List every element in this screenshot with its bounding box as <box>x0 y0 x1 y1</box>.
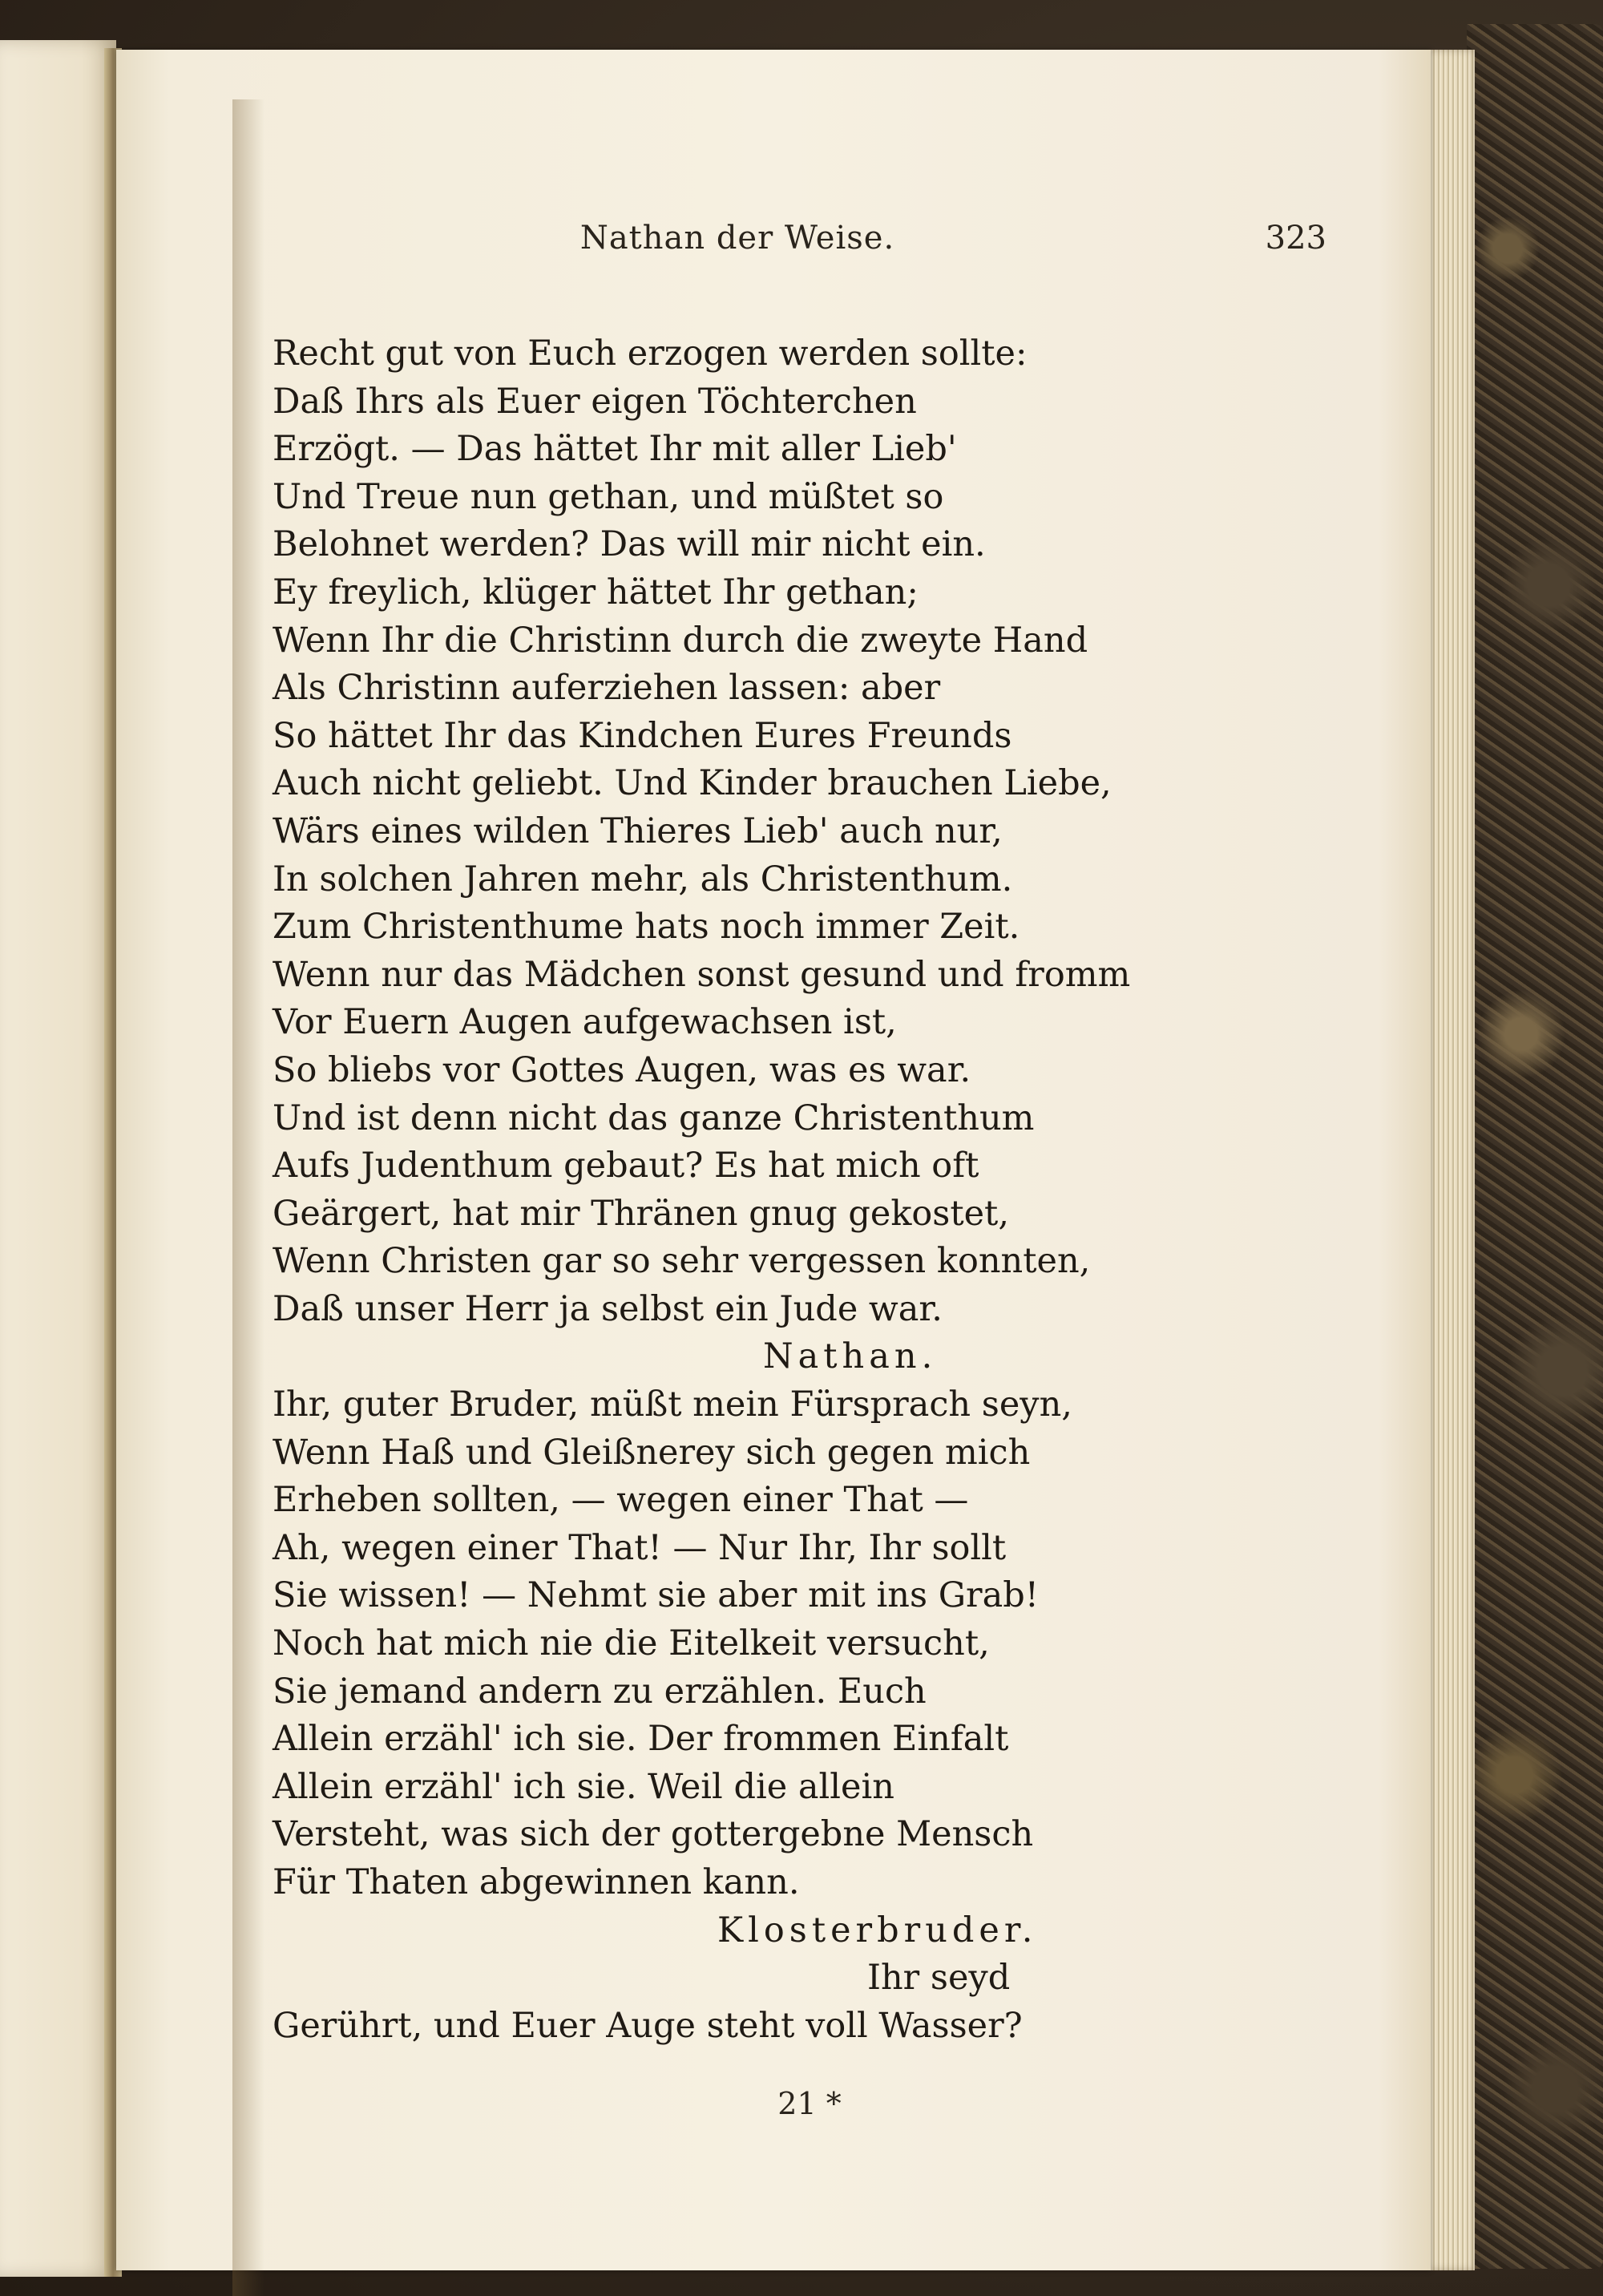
signature-mark: 21 * <box>777 2086 842 2121</box>
page-header <box>116 220 1431 276</box>
verse-line: Vor Euern Augen aufgewachsen ist, <box>273 1002 897 1043</box>
verse-line: Sie wissen! — Nehmt sie aber mit ins Grab! <box>273 1575 1040 1616</box>
verse-line: Wenn Haß und Gleißnerey sich gegen mich <box>273 1432 1031 1473</box>
verse-line: Gerührt, und Euer Auge steht voll Wasser? <box>273 2005 1023 2046</box>
verse-line: Noch hat mich nie die Eitelkeit versucht, <box>273 1623 990 1664</box>
speaker-klosterbruder: Klosterbruder. <box>717 1910 1038 1950</box>
verse-line: So bliebs vor Gottes Augen, was es war. <box>273 1049 971 1090</box>
verse-line: Erzögt. — Das hättet Ihr mit aller Lieb' <box>273 429 957 470</box>
verse-line: Und ist denn nicht das ganze Christenthum <box>273 1097 1035 1138</box>
running-title: Nathan der Weise. <box>579 220 895 257</box>
verse-line: Erheben sollten, — wegen einer That — <box>273 1480 969 1521</box>
page-stack-edge <box>1427 50 1475 2270</box>
verse-line: Ihr seyd <box>867 1958 1011 1999</box>
spine-shadow <box>232 99 264 2296</box>
verse-line: Geärgert, hat mir Thränen gnug gekostet, <box>273 1193 1009 1234</box>
verse-line: Allein erzähl' ich sie. Weil die allein <box>273 1766 894 1807</box>
verse-line: Recht gut von Euch erzogen werden sollte: <box>273 333 1028 374</box>
speaker-nathan: Nathan. <box>763 1336 938 1377</box>
verse-line: Allein erzähl' ich sie. Der frommen Einfalt <box>273 1719 1009 1760</box>
verse-line: Als Christinn auferziehen lassen: aber <box>273 668 941 709</box>
verse-line: Wenn nur das Mädchen sonst gesund und fromm <box>273 954 1131 995</box>
verse-line: Ah, wegen einer That! — Nur Ihr, Ihr sollt <box>273 1527 1007 1568</box>
verse-line: Für Thaten abgewinnen kann. <box>273 1862 800 1902</box>
page-number: 323 <box>1265 220 1326 257</box>
verse-line: Aufs Judenthum gebaut? Es hat mich oft <box>273 1146 979 1186</box>
previous-page-edge <box>0 40 116 2277</box>
marbled-cover <box>1467 24 1603 2269</box>
verse-line: Daß unser Herr ja selbst ein Jude war. <box>273 1288 943 1329</box>
verse-line: Sie jemand andern zu erzählen. Euch <box>273 1671 927 1712</box>
verse-line: Daß Ihrs als Euer eigen Töchterchen <box>273 381 917 422</box>
verse-line: Auch nicht geliebt. Und Kinder brauchen Liebe, <box>273 763 1112 804</box>
book-page <box>116 50 1431 2270</box>
verse-line: Ey freylich, klüger hättet Ihr gethan; <box>273 572 919 612</box>
verse-line: Ihr, guter Bruder, müßt mein Fürsprach seyn, <box>273 1384 1072 1425</box>
verse-line: So hättet Ihr das Kindchen Eures Freunds <box>273 715 1012 756</box>
verse-line: Wärs eines wilden Thieres Lieb' auch nur, <box>273 810 1003 851</box>
verse-line: In solchen Jahren mehr, als Christenthum. <box>273 859 1013 899</box>
verse-line: Versteht, was sich der gottergebne Mensch <box>273 1814 1034 1855</box>
verse-line: Wenn Christen gar so sehr vergessen konnten, <box>273 1241 1091 1282</box>
verse-line: Wenn Ihr die Christinn durch die zweyte Hand <box>273 620 1088 661</box>
verse-line: Und Treue nun gethan, und müßtet so <box>273 476 944 517</box>
verse-text <box>273 330 1274 2050</box>
verse-line: Zum Christenthume hats noch immer Zeit. <box>273 907 1020 948</box>
verse-line: Belohnet werden? Das will mir nicht ein. <box>273 524 986 565</box>
